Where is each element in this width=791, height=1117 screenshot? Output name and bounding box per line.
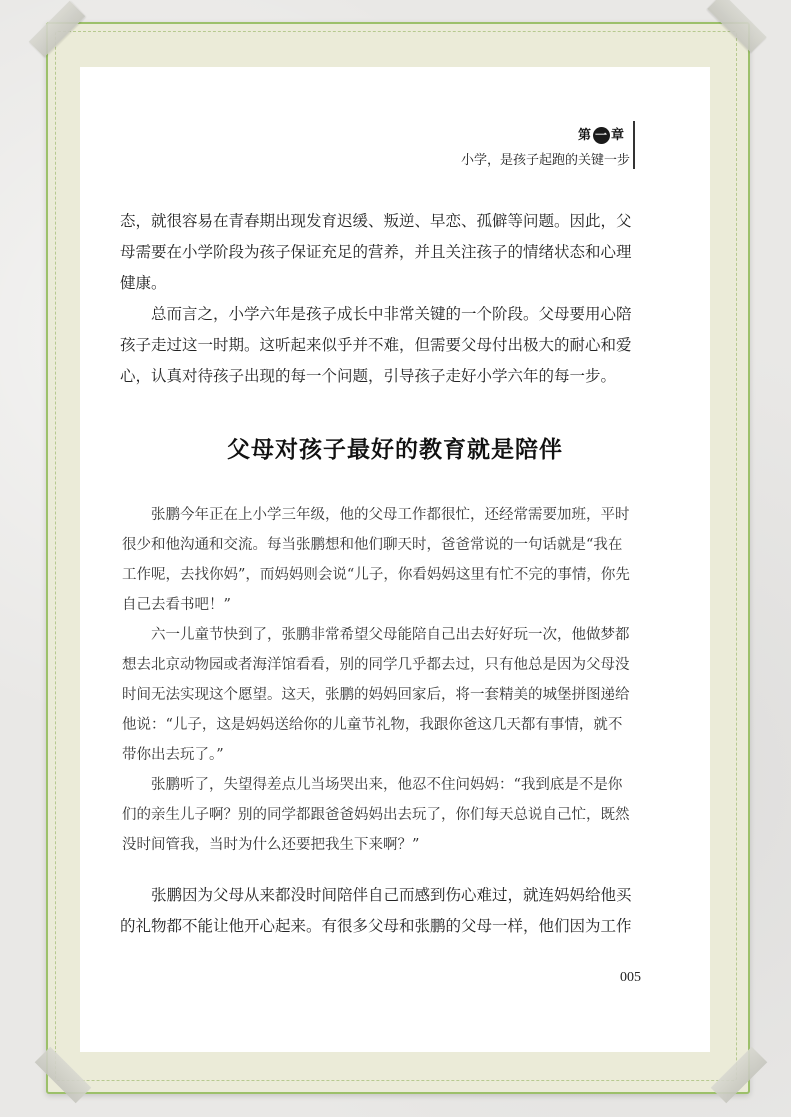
story-paragraph: 张鹏今年正在上小学三年级，他的父母工作都很忙，还经常需要加班，平时很少和他沟通和交流。每当张鹏想和他们聊天时，爸爸常说的一句话就是“我在工作呢，去找你妈”，而妈妈则会说“儿子，你看妈妈这里有忙不完的事情，你先自己去看书吧！”	[122, 507, 630, 613]
closing-paragraph: 张鹏因为父母从来都没时间陪伴自己而感到伤心难过，就连妈妈给他买的礼物都不能让他开心起来。有很多父母和张鹏的父母一样，他们因为工作	[120, 886, 632, 935]
story-paragraph: 张鹏听了，失望得差点儿当场哭出来，他忍不住问妈妈：“我到底是不是你们的亲生儿子啊？别的同学都跟爸爸妈妈出去玩了，你们每天总说自己忙，既然没时间管我，当时为什么还要把我生下来啊？”	[122, 777, 630, 853]
page-number: 005	[620, 970, 641, 985]
chapter-badge	[578, 124, 625, 144]
story-box	[122, 500, 632, 860]
closing-text	[120, 880, 640, 942]
chapter-title: 小学，是孩子起跑的关键一步	[460, 153, 630, 168]
chapter-prefix: 第	[578, 128, 593, 143]
chapter-divider	[633, 121, 635, 169]
story-paragraph: 六一儿童节快到了，张鹏非常希望父母能陪自己出去好好玩一次，他做梦都想去北京动物园或者海洋馆看看，别的同学几乎都去过，只有他总是因为父母没时间无法实现这个愿望。这天，张鹏的妈妈回家后，将一套精美的城堡拼图递给他说：“儿子，这是妈妈送给你的儿童节礼物，我跟你爸这几天都有事情，就不带你出去玩了。”	[122, 627, 630, 763]
section-title: 父母对孩子最好的教育就是陪伴	[227, 436, 563, 463]
intro-paragraph: 态，就很容易在青春期出现发育迟缓、叛逆、早恋、孤僻等问题。因此，父母需要在小学阶段为孩子保证充足的营养，并且关注孩子的情绪状态和心理健康。	[120, 212, 632, 292]
intro-text	[120, 206, 640, 392]
chapter-number: 一	[595, 128, 609, 142]
intro-paragraph: 总而言之，小学六年是孩子成长中非常关键的一个阶段。父母要用心陪孩子走过这一时期。这听起来似乎并不难，但需要父母付出极大的耐心和爱心，认真对待孩子出现的每一个问题，引导孩子走好小学六年的每一步。	[120, 305, 632, 385]
chapter-suffix: 章	[611, 128, 626, 143]
